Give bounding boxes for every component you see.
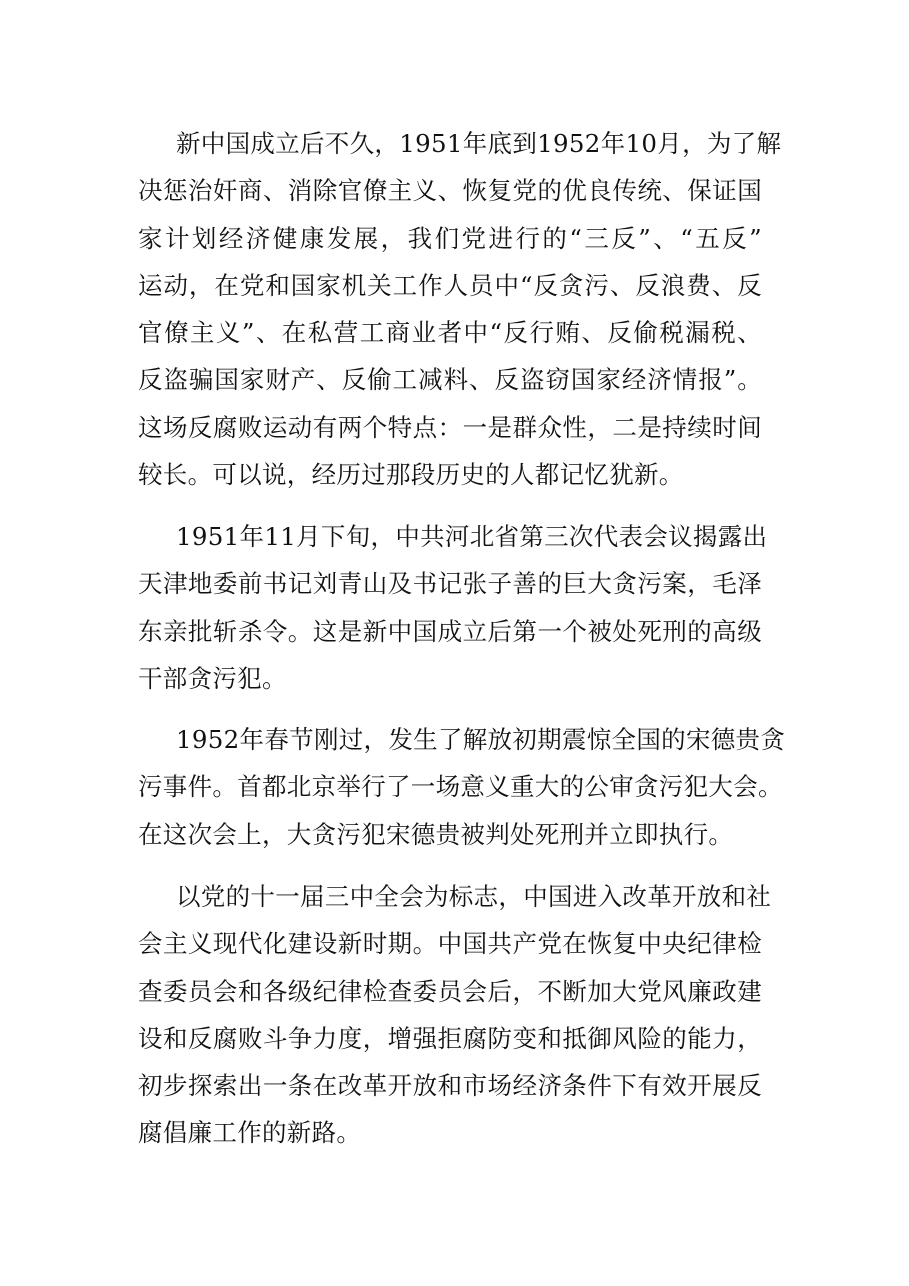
text-line: 设和反腐败斗争力度，增强拒腐防变和抵御风险的能力， — [138, 1023, 762, 1053]
paragraph-3 — [138, 716, 786, 858]
text-line: 1951年11月下旬，中共河北省第三次代表会议揭露出 — [176, 522, 768, 551]
text-line: 官僚主义”、在私营工商业者中“反行贿、反偷税漏税、 — [138, 318, 762, 348]
paragraph-4 — [138, 873, 772, 1157]
text-line: 东亲批斩杀令。这是新中国成立后第一个被处死刑的高级 — [138, 616, 762, 646]
text-line: 天津地委前书记刘青山及书记张子善的巨大贪污案，毛泽 — [138, 569, 762, 599]
text-line: 较长。可以说，经历过那段历史的人都记忆犹新。 — [138, 460, 684, 490]
text-line: 查委员会和各级纪律检查委员会后，不断加大党风廉政建 — [138, 976, 762, 1006]
text-line: 家计划经济健康发展，我们党进行的“三反”、“五反” — [138, 223, 762, 253]
text-line: 运动，在党和国家机关工作人员中“反贪污、反浪费、反 — [138, 270, 762, 300]
text-line: 干部贪污犯。 — [138, 663, 287, 693]
text-line: 1952年春节刚过，发生了解放初期震惊全国的宋德贵贪 — [176, 725, 786, 754]
text-line: 这场反腐败运动有两个特点：一是群众性，二是持续时间 — [138, 412, 762, 442]
text-line: 初步探索出一条在改革开放和市场经济条件下有效开展反 — [138, 1071, 762, 1101]
text-line: 决惩治奸商、消除官僚主义、恢复党的优良传统、保证国 — [138, 176, 762, 206]
text-line: 污事件。首都北京举行了一场意义重大的公审贪污犯大会。 — [138, 772, 783, 802]
paragraph-2 — [138, 513, 768, 702]
text-line: 新中国成立后不久，1951年底到1952年10月，为了解 — [176, 129, 782, 158]
text-line: 反盗骗国家财产、反偷工减料、反盗窃国家经济情报”。 — [138, 365, 762, 395]
text-line: 在这次会上，大贪污犯宋德贵被判处死刑并立即执行。 — [138, 819, 734, 849]
text-line: 以党的十一届三中全会为标志，中国进入改革开放和社 — [176, 882, 772, 911]
text-line: 腐倡廉工作的新路。 — [138, 1118, 362, 1148]
paragraph-1 — [138, 120, 782, 498]
text-line: 会主义现代化建设新时期。中国共产党在恢复中央纪律检 — [138, 929, 762, 959]
